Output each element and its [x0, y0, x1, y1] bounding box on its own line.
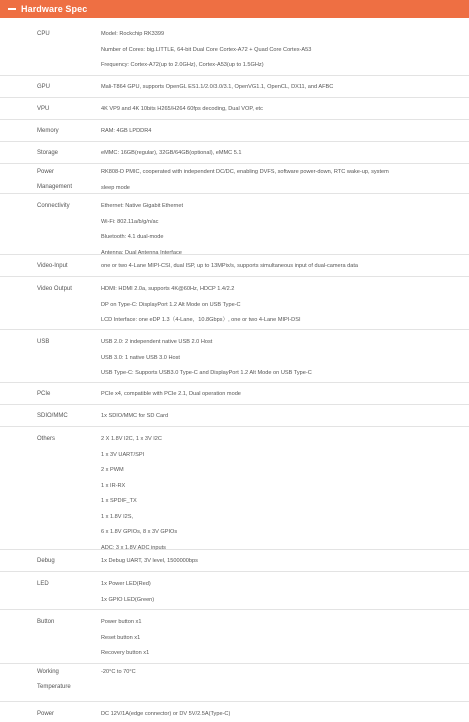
spec-values — [101, 282, 461, 329]
spec-label-line: CPU — [37, 31, 50, 37]
spec-label-line: VPU — [37, 106, 50, 112]
spec-value-line: sleep mode — [101, 184, 130, 191]
spec-value-line: Bluetooth: 4.1 dual-mode — [101, 234, 164, 240]
collapse-icon[interactable] — [8, 8, 16, 10]
spec-row — [0, 610, 469, 664]
spec-value-line: Model: Rockchip RK3399 — [101, 31, 165, 37]
spec-values — [101, 124, 461, 140]
spec-table — [0, 22, 469, 722]
spec-label — [37, 577, 99, 592]
spec-value-line: 1x GPIO LED(Green) — [101, 596, 155, 603]
spec-row — [0, 194, 469, 255]
spec-values — [101, 146, 461, 162]
spec-label — [37, 199, 99, 214]
spec-values — [101, 615, 461, 662]
spec-values — [101, 102, 461, 118]
spec-value-line: Mali-T864 GPU, supports OpenGL ES1.1/2.0/3.0/3.1, OpenVG1.1, OpenCL, DX11, and AFBC — [101, 84, 334, 90]
spec-value-line: 1 x IR-RX — [101, 482, 126, 489]
spec-value-line: 2 x PWM — [101, 467, 124, 473]
spec-row — [0, 164, 469, 194]
spec-values — [101, 577, 461, 608]
spec-label-line: Power — [37, 169, 55, 175]
spec-value-line: Recovery button x1 — [101, 650, 150, 656]
spec-label-line: Connectivity — [37, 203, 70, 209]
spec-values — [101, 665, 461, 681]
spec-value-line: 1 x SPDIF_TX — [101, 498, 137, 504]
spec-value-line: LCD Interface: one eDP 1.3（4-Lane，10.8Gbps）, one or two 4-Lane MIPI-DSI — [101, 317, 301, 323]
spec-label — [37, 707, 99, 722]
spec-value-line: RAM: 4GB LPDDR4 — [101, 128, 152, 134]
spec-value-line: Antenna: Dual Antenna Interface — [101, 249, 182, 256]
spec-values — [101, 409, 461, 425]
spec-row — [0, 702, 469, 722]
spec-value-line: Number of Cores: big.LITTLE, 64-bit Dual Core Cortex-A72 + Quad Core Cortex-A53 — [101, 46, 312, 53]
spec-row — [0, 120, 469, 142]
spec-label — [37, 665, 99, 695]
spec-row — [0, 98, 469, 120]
spec-value-line: Frequency: Cortex-A72(up to 2.0GHz), Cortex-A53(up to 1.5GHz) — [101, 62, 264, 68]
spec-label — [37, 335, 99, 350]
spec-row — [0, 550, 469, 572]
spec-value-line: USB 2.0: 2 independent native USB 2.0 Host — [101, 339, 213, 345]
spec-values — [101, 554, 461, 570]
spec-label-line: PCIe — [37, 391, 51, 397]
spec-label — [37, 146, 99, 161]
spec-row — [0, 572, 469, 610]
spec-label-line: GPU — [37, 84, 51, 90]
spec-values — [101, 259, 461, 275]
spec-label — [37, 27, 99, 42]
spec-label-line: Management — [37, 184, 73, 190]
spec-values — [101, 432, 461, 556]
spec-values — [101, 199, 461, 261]
spec-label-line: Working — [37, 669, 59, 675]
spec-label-line: Storage — [37, 150, 59, 156]
spec-value-line: 6 x 1.8V GPIOs, 8 x 3V GPIOs — [101, 529, 178, 535]
spec-label — [37, 259, 99, 274]
spec-label-line: Others — [37, 436, 56, 442]
spec-value-line: Ethernet: Native Gigabit Ethernet — [101, 203, 184, 209]
spec-value-line: 1 x 1.8V I2S, — [101, 513, 134, 520]
spec-value-line: ADC: 3 x 1.8V ADC inputs — [101, 544, 166, 551]
spec-label-line: Power — [37, 711, 55, 717]
spec-value-line: 1 x 3V UART/SPI — [101, 451, 145, 458]
spec-value-line: RK808-D PMIC, cooperated with independent DC/DC, enabling DVFS, software power-down, RTC wake-up, system — [101, 169, 389, 175]
spec-values — [101, 27, 461, 74]
spec-value-line: 1x Power LED(Red) — [101, 581, 151, 587]
spec-value-line: USB 3.0: 1 native USB 3.0 Host — [101, 354, 180, 361]
spec-value-line: PCIe x4, compatible with PCIe 2.1, Dual operation mode — [101, 391, 241, 397]
spec-values — [101, 335, 461, 382]
spec-label-line: Button — [37, 619, 55, 625]
spec-label — [37, 387, 99, 402]
spec-value-line: -20°C to 70°C — [101, 669, 136, 675]
spec-row — [0, 142, 469, 164]
section-header[interactable] — [0, 0, 469, 18]
spec-label-line: Video-Input — [37, 263, 68, 269]
spec-label-line: Video Output — [37, 286, 72, 292]
spec-row — [0, 405, 469, 427]
spec-row — [0, 76, 469, 98]
spec-value-line: 1x SDIO/MMC for SD Card — [101, 413, 169, 419]
spec-label-line: USB — [37, 339, 50, 345]
spec-label — [37, 409, 99, 424]
spec-label — [37, 102, 99, 117]
spec-label — [37, 554, 99, 569]
spec-value-line: Reset button x1 — [101, 634, 141, 641]
spec-value-line: eMMC: 16GB(regular), 32GB/64GB(optional), eMMC 5.1 — [101, 150, 242, 156]
spec-row — [0, 330, 469, 383]
spec-label-line: Debug — [37, 558, 55, 564]
spec-label — [37, 282, 99, 297]
spec-value-line: Power button x1 — [101, 619, 142, 625]
spec-label-line: Temperature — [37, 684, 71, 690]
section-title: Hardware Spec — [21, 4, 88, 14]
spec-label — [37, 432, 99, 447]
spec-value-line: DP on Type-C: DisplayPort 1.2 Alt Mode on USB Type-C — [101, 301, 241, 308]
spec-row — [0, 427, 469, 550]
spec-value-line: Wi-Fi: 802.11a/b/g/n/ac — [101, 218, 159, 225]
spec-label — [37, 124, 99, 139]
spec-label-line: LED — [37, 581, 49, 587]
spec-row — [0, 664, 469, 702]
spec-value-line: 1x Debug UART, 3V level, 1500000bps — [101, 558, 198, 564]
spec-label-line: SDIO/MMC — [37, 413, 68, 419]
spec-label — [37, 165, 99, 195]
spec-value-line: DC 12V/1A(edge connector) or DV 5V/2.5A(Type-C) — [101, 711, 231, 717]
spec-label — [37, 615, 99, 630]
spec-value-line: one or two 4-Lane MIPI-CSI, dual ISP, up to 13MPix/s, supports simultaneous input of dual-camera data — [101, 263, 359, 269]
spec-value-line: 4K VP9 and 4K 10bits H265/H264 60fps decoding, Dual VOP, etc — [101, 106, 263, 112]
spec-value-line: USB Type-C: Supports USB3.0 Type-C and DisplayPort 1.2 Alt Mode on USB Type-C — [101, 370, 312, 376]
spec-label — [37, 80, 99, 95]
spec-value-line: 2 X 1.8V I2C, 1 x 3V I2C — [101, 436, 162, 442]
spec-row — [0, 383, 469, 405]
spec-values — [101, 387, 461, 403]
spec-row — [0, 255, 469, 277]
spec-value-line: HDMI: HDMI 2.0a, supports 4K@60Hz, HDCP 1.4/2.2 — [101, 286, 235, 292]
spec-values — [101, 80, 461, 96]
spec-values — [101, 165, 461, 196]
spec-label-line: Memory — [37, 128, 59, 134]
spec-values — [101, 707, 461, 722]
spec-row — [0, 277, 469, 330]
spec-row — [0, 22, 469, 76]
